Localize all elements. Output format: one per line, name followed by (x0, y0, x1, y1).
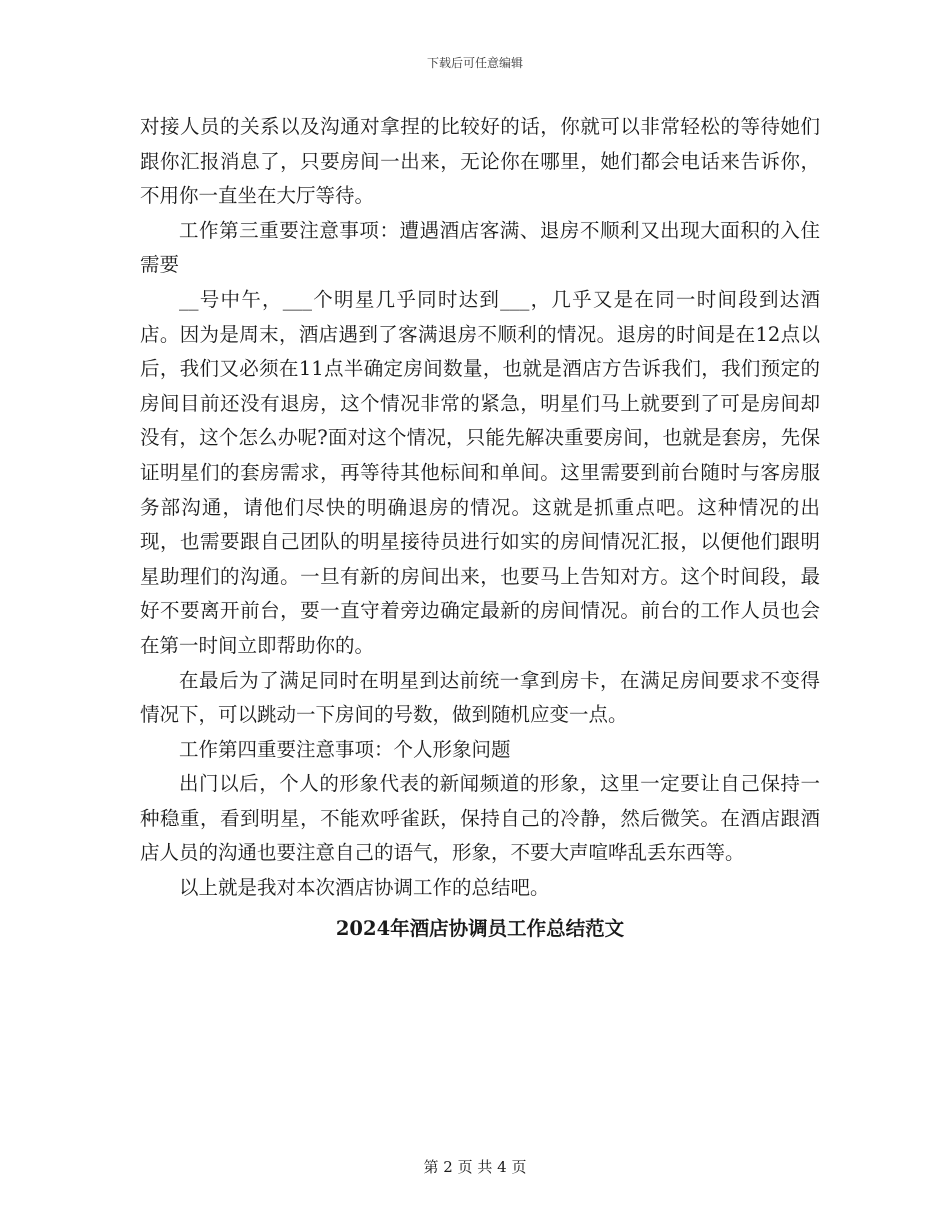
paragraph-2-heading: 工作第三重要注意事项：遭遇酒店客满、退房不顺利又出现大面积的入住需要 (140, 218, 820, 277)
paragraph-3: __号中午，___个明星几乎同时达到___，几乎又是在同一时间段到达酒店。因为是周末，酒店遇到了客满退房不顺利的情况。退房的时间是在12点以后，我们又必须在11点半确定房间数量，也就是酒店方告诉我们，我们预定的房间目前还没有退房，这个情况非常的紧急，明星们马上就要到了可是房间却没有，这个怎么办呢?面对这个情况，只能先解决重要房间，也就是套房，先保证明星们的套房需求，再等待其他标间和单间。这里需要到前台随时与客房服务部沟通，请他们尽快的明确退房的情况。这就是抓重点吧。这种情况的出现，也需要跟自己团队的明星接待员进行如实的房间情况汇报，以便他们跟明星助理们的沟通。一旦有新的房间出来，也要马上告知对方。这个时间段，最好不要离开前台，要一直守着旁边确定最新的房间情况。前台的工作人员也会在第一时间立即帮助你的。 (140, 287, 820, 657)
paragraph-4: 在最后为了满足同时在明星到达前统一拿到房卡，在满足房间要求不变得情况下，可以跳动一下房间的号数，做到随机应变一点。 (140, 668, 820, 727)
paragraph-7: 以上就是我对本次酒店协调工作的总结吧。 (179, 876, 550, 900)
document-body (140, 110, 820, 946)
paragraph-1: 对接人员的关系以及沟通对拿捏的比较好的话，你就可以非常轻松的等待她们跟你汇报消息了，只要房间一出来，无论你在哪里，她们都会电话来告诉你，不用你一直坐在大厅等待。 (140, 115, 820, 208)
page-header: 下载后可任意编辑 (426, 56, 523, 70)
document-title: 2024年酒店协调员工作总结范文 (335, 916, 625, 940)
paragraph-5-heading: 工作第四重要注意事项：个人形象问题 (179, 737, 511, 761)
paragraph-6: 出门以后，个人的形象代表的新闻频道的形象，这里一定要让自己保持一种稳重，看到明星，不能欢呼雀跃，保持自己的冷静，然后微笑。在酒店跟酒店人员的沟通也要注意自己的语气，形象，不要大声喧哗乱丢东西等。 (140, 772, 820, 865)
page-footer: 第 2 页 共 4 页 (423, 1158, 527, 1176)
